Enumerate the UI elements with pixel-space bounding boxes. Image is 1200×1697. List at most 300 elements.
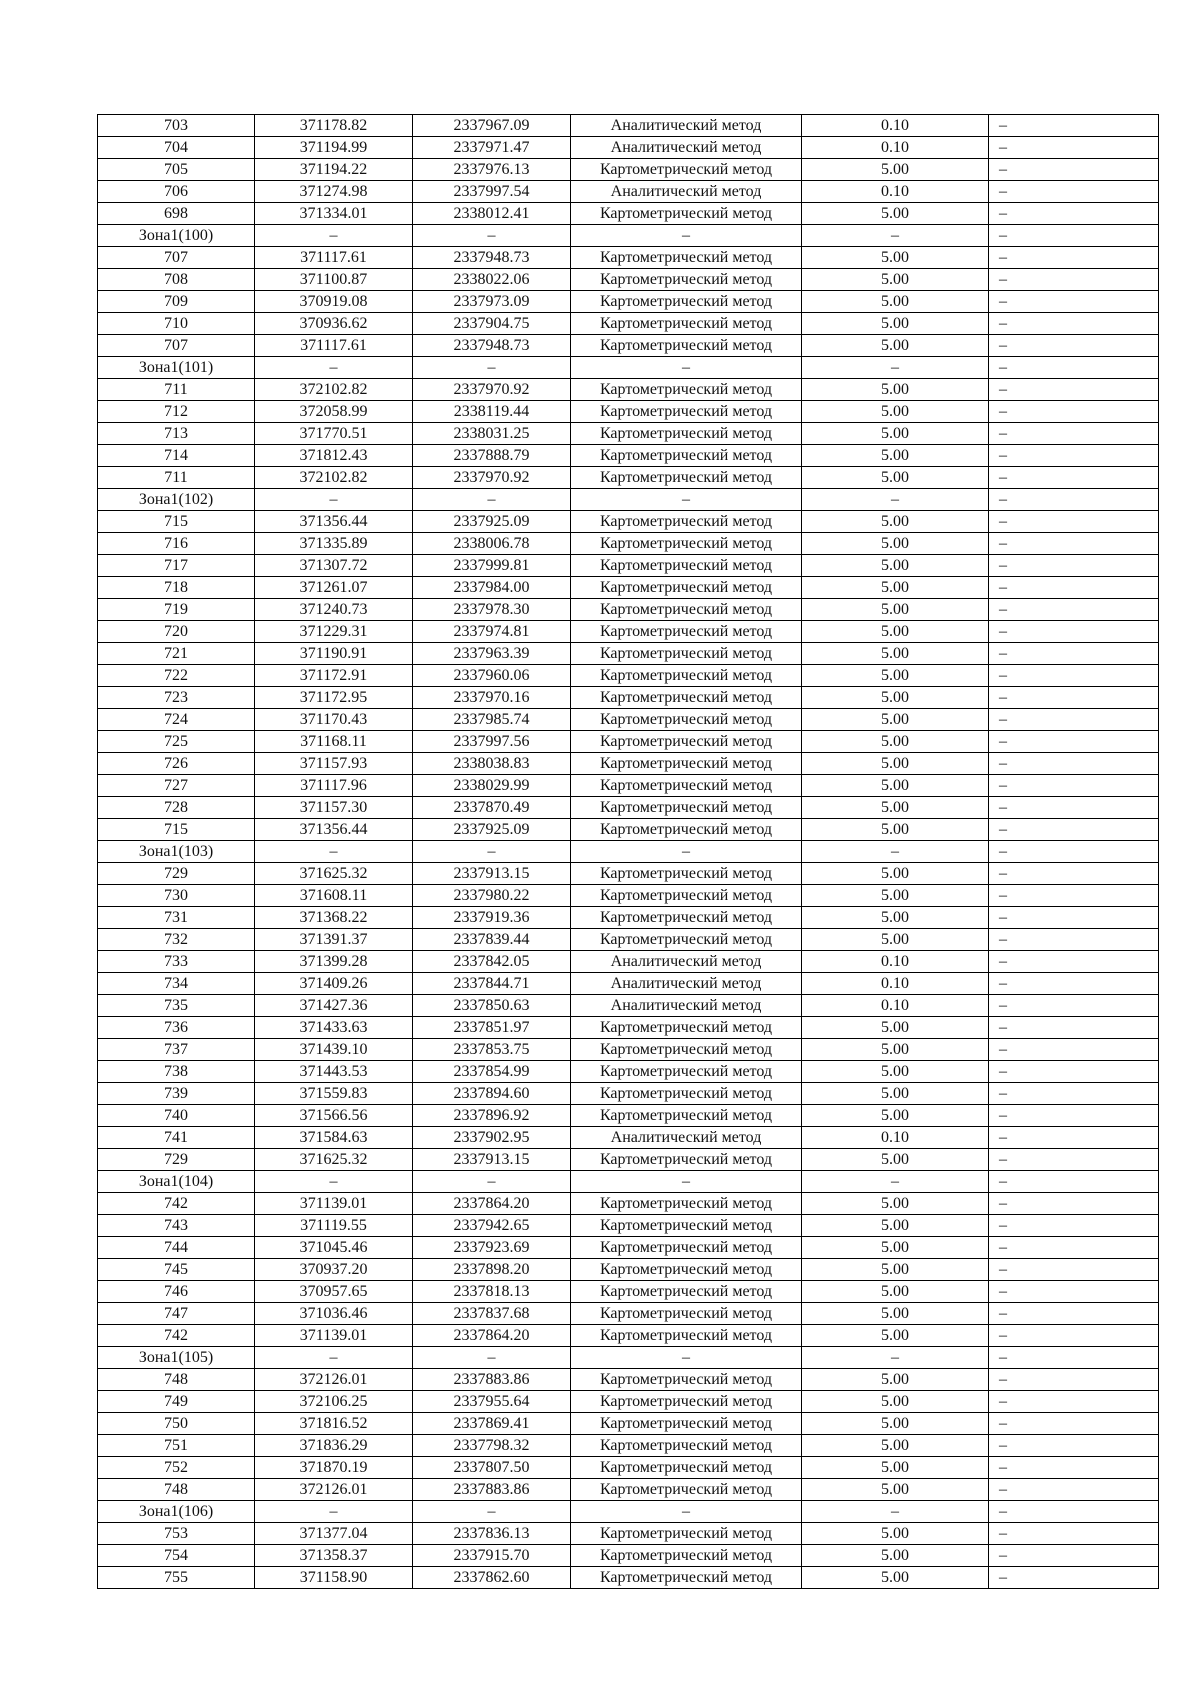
- table-row: [98, 1457, 1159, 1479]
- point-number-cell: 734: [98, 973, 255, 995]
- table-row: [98, 929, 1159, 951]
- method-cell: Картометрический метод: [571, 1523, 802, 1545]
- description-cell: –: [989, 533, 1159, 555]
- y-coordinate-cell: 2337913.15: [413, 1149, 571, 1171]
- x-coordinate-cell: 371036.46: [255, 1303, 413, 1325]
- description-cell: –: [989, 467, 1159, 489]
- x-coordinate-cell: –: [255, 841, 413, 863]
- table-row: [98, 885, 1159, 907]
- method-cell: Картометрический метод: [571, 709, 802, 731]
- point-number-cell: 722: [98, 665, 255, 687]
- table-row: [98, 137, 1159, 159]
- method-cell: Картометрический метод: [571, 1303, 802, 1325]
- x-coordinate-cell: 371119.55: [255, 1215, 413, 1237]
- accuracy-cell: –: [802, 1347, 989, 1369]
- method-cell: –: [571, 1347, 802, 1369]
- accuracy-cell: –: [802, 1501, 989, 1523]
- accuracy-cell: 5.00: [802, 1391, 989, 1413]
- y-coordinate-cell: –: [413, 841, 571, 863]
- description-cell: –: [989, 687, 1159, 709]
- method-cell: Картометрический метод: [571, 1259, 802, 1281]
- method-cell: –: [571, 1171, 802, 1193]
- description-cell: –: [989, 1171, 1159, 1193]
- table-row: [98, 511, 1159, 533]
- point-number-cell: 746: [98, 1281, 255, 1303]
- accuracy-cell: –: [802, 225, 989, 247]
- accuracy-cell: 5.00: [802, 511, 989, 533]
- x-coordinate-cell: 371433.63: [255, 1017, 413, 1039]
- description-cell: –: [989, 1457, 1159, 1479]
- accuracy-cell: 5.00: [802, 467, 989, 489]
- x-coordinate-cell: 371157.93: [255, 753, 413, 775]
- point-number-cell: 733: [98, 951, 255, 973]
- y-coordinate-cell: 2337997.56: [413, 731, 571, 753]
- point-number-cell: Зона1(101): [98, 357, 255, 379]
- x-coordinate-cell: 371307.72: [255, 555, 413, 577]
- y-coordinate-cell: 2337798.32: [413, 1435, 571, 1457]
- y-coordinate-cell: 2337883.86: [413, 1369, 571, 1391]
- y-coordinate-cell: 2337862.60: [413, 1567, 571, 1589]
- description-cell: –: [989, 335, 1159, 357]
- method-cell: Аналитический метод: [571, 973, 802, 995]
- method-cell: –: [571, 841, 802, 863]
- accuracy-cell: 5.00: [802, 1281, 989, 1303]
- point-number-cell: 736: [98, 1017, 255, 1039]
- description-cell: –: [989, 1369, 1159, 1391]
- description-cell: –: [989, 1545, 1159, 1567]
- method-cell: Картометрический метод: [571, 1435, 802, 1457]
- table-row: [98, 1567, 1159, 1589]
- y-coordinate-cell: 2338012.41: [413, 203, 571, 225]
- x-coordinate-cell: 371139.01: [255, 1193, 413, 1215]
- description-cell: –: [989, 797, 1159, 819]
- description-cell: –: [989, 1017, 1159, 1039]
- accuracy-cell: 5.00: [802, 1105, 989, 1127]
- description-cell: –: [989, 1281, 1159, 1303]
- y-coordinate-cell: 2337970.92: [413, 467, 571, 489]
- table-row: [98, 1369, 1159, 1391]
- point-number-cell: Зона1(105): [98, 1347, 255, 1369]
- method-cell: Картометрический метод: [571, 1083, 802, 1105]
- zone-header-row: [98, 357, 1159, 379]
- table-row: [98, 423, 1159, 445]
- x-coordinate-cell: 371139.01: [255, 1325, 413, 1347]
- table-row: [98, 1017, 1159, 1039]
- accuracy-cell: 5.00: [802, 335, 989, 357]
- method-cell: –: [571, 225, 802, 247]
- description-cell: –: [989, 995, 1159, 1017]
- table-row: [98, 1281, 1159, 1303]
- description-cell: –: [989, 181, 1159, 203]
- description-cell: –: [989, 1391, 1159, 1413]
- point-number-cell: 724: [98, 709, 255, 731]
- accuracy-cell: 5.00: [802, 1215, 989, 1237]
- description-cell: –: [989, 357, 1159, 379]
- table-row: [98, 467, 1159, 489]
- accuracy-cell: 5.00: [802, 1567, 989, 1589]
- x-coordinate-cell: 371816.52: [255, 1413, 413, 1435]
- y-coordinate-cell: 2337888.79: [413, 445, 571, 467]
- point-number-cell: 751: [98, 1435, 255, 1457]
- y-coordinate-cell: –: [413, 1501, 571, 1523]
- description-cell: –: [989, 1127, 1159, 1149]
- accuracy-cell: 5.00: [802, 577, 989, 599]
- x-coordinate-cell: 370937.20: [255, 1259, 413, 1281]
- description-cell: –: [989, 665, 1159, 687]
- x-coordinate-cell: 371356.44: [255, 819, 413, 841]
- point-number-cell: 703: [98, 115, 255, 137]
- x-coordinate-cell: 370936.62: [255, 313, 413, 335]
- y-coordinate-cell: 2337864.20: [413, 1325, 571, 1347]
- y-coordinate-cell: 2337985.74: [413, 709, 571, 731]
- table-row: [98, 1193, 1159, 1215]
- y-coordinate-cell: 2337974.81: [413, 621, 571, 643]
- description-cell: –: [989, 137, 1159, 159]
- description-cell: –: [989, 1193, 1159, 1215]
- y-coordinate-cell: 2337844.71: [413, 973, 571, 995]
- y-coordinate-cell: 2337976.13: [413, 159, 571, 181]
- method-cell: Картометрический метод: [571, 599, 802, 621]
- point-number-cell: 748: [98, 1479, 255, 1501]
- x-coordinate-cell: 372102.82: [255, 379, 413, 401]
- description-cell: –: [989, 709, 1159, 731]
- y-coordinate-cell: 2338038.83: [413, 753, 571, 775]
- point-number-cell: 732: [98, 929, 255, 951]
- description-cell: –: [989, 1501, 1159, 1523]
- accuracy-cell: 5.00: [802, 1369, 989, 1391]
- y-coordinate-cell: 2337963.39: [413, 643, 571, 665]
- description-cell: –: [989, 973, 1159, 995]
- table-row: [98, 1325, 1159, 1347]
- method-cell: Картометрический метод: [571, 1017, 802, 1039]
- point-number-cell: 708: [98, 269, 255, 291]
- table-row: [98, 687, 1159, 709]
- accuracy-cell: 5.00: [802, 1083, 989, 1105]
- description-cell: –: [989, 1435, 1159, 1457]
- description-cell: –: [989, 225, 1159, 247]
- y-coordinate-cell: 2338022.06: [413, 269, 571, 291]
- y-coordinate-cell: 2337997.54: [413, 181, 571, 203]
- point-number-cell: 698: [98, 203, 255, 225]
- accuracy-cell: 5.00: [802, 687, 989, 709]
- y-coordinate-cell: 2337869.41: [413, 1413, 571, 1435]
- accuracy-cell: 5.00: [802, 1259, 989, 1281]
- point-number-cell: Зона1(100): [98, 225, 255, 247]
- method-cell: Картометрический метод: [571, 643, 802, 665]
- accuracy-cell: 5.00: [802, 731, 989, 753]
- method-cell: Картометрический метод: [571, 159, 802, 181]
- point-number-cell: 720: [98, 621, 255, 643]
- description-cell: –: [989, 1347, 1159, 1369]
- accuracy-cell: –: [802, 357, 989, 379]
- method-cell: Картометрический метод: [571, 1369, 802, 1391]
- accuracy-cell: 5.00: [802, 907, 989, 929]
- point-number-cell: 707: [98, 247, 255, 269]
- x-coordinate-cell: 371409.26: [255, 973, 413, 995]
- table-row: [98, 1083, 1159, 1105]
- table-row: [98, 181, 1159, 203]
- point-number-cell: 723: [98, 687, 255, 709]
- table-row: [98, 1303, 1159, 1325]
- table-row: [98, 709, 1159, 731]
- table-row: [98, 1105, 1159, 1127]
- method-cell: –: [571, 1501, 802, 1523]
- accuracy-cell: 5.00: [802, 1545, 989, 1567]
- method-cell: Картометрический метод: [571, 1215, 802, 1237]
- x-coordinate-cell: 371194.99: [255, 137, 413, 159]
- description-cell: –: [989, 115, 1159, 137]
- description-cell: –: [989, 1325, 1159, 1347]
- method-cell: Картометрический метод: [571, 1567, 802, 1589]
- description-cell: –: [989, 1523, 1159, 1545]
- accuracy-cell: 5.00: [802, 379, 989, 401]
- y-coordinate-cell: –: [413, 1171, 571, 1193]
- x-coordinate-cell: –: [255, 225, 413, 247]
- method-cell: –: [571, 489, 802, 511]
- method-cell: Картометрический метод: [571, 269, 802, 291]
- method-cell: Картометрический метод: [571, 379, 802, 401]
- x-coordinate-cell: 370957.65: [255, 1281, 413, 1303]
- y-coordinate-cell: 2337818.13: [413, 1281, 571, 1303]
- document-page: [97, 114, 1158, 1589]
- x-coordinate-cell: 371168.11: [255, 731, 413, 753]
- y-coordinate-cell: 2337971.47: [413, 137, 571, 159]
- point-number-cell: 710: [98, 313, 255, 335]
- method-cell: Аналитический метод: [571, 137, 802, 159]
- description-cell: –: [989, 643, 1159, 665]
- table-row: [98, 775, 1159, 797]
- point-number-cell: 728: [98, 797, 255, 819]
- description-cell: –: [989, 1567, 1159, 1589]
- method-cell: Картометрический метод: [571, 753, 802, 775]
- point-number-cell: 709: [98, 291, 255, 313]
- description-cell: –: [989, 423, 1159, 445]
- accuracy-cell: –: [802, 841, 989, 863]
- y-coordinate-cell: 2337948.73: [413, 335, 571, 357]
- accuracy-cell: 5.00: [802, 313, 989, 335]
- description-cell: –: [989, 863, 1159, 885]
- y-coordinate-cell: 2337984.00: [413, 577, 571, 599]
- method-cell: Картометрический метод: [571, 819, 802, 841]
- description-cell: –: [989, 885, 1159, 907]
- x-coordinate-cell: 371274.98: [255, 181, 413, 203]
- description-cell: –: [989, 951, 1159, 973]
- x-coordinate-cell: 371358.37: [255, 1545, 413, 1567]
- point-number-cell: 755: [98, 1567, 255, 1589]
- accuracy-cell: 5.00: [802, 929, 989, 951]
- method-cell: Картометрический метод: [571, 1149, 802, 1171]
- description-cell: –: [989, 907, 1159, 929]
- method-cell: Картометрический метод: [571, 687, 802, 709]
- accuracy-cell: –: [802, 489, 989, 511]
- point-number-cell: 719: [98, 599, 255, 621]
- accuracy-cell: 0.10: [802, 973, 989, 995]
- point-number-cell: 718: [98, 577, 255, 599]
- table-row: [98, 555, 1159, 577]
- x-coordinate-cell: 371870.19: [255, 1457, 413, 1479]
- method-cell: Картометрический метод: [571, 1479, 802, 1501]
- table-row: [98, 1061, 1159, 1083]
- point-number-cell: 712: [98, 401, 255, 423]
- accuracy-cell: 0.10: [802, 995, 989, 1017]
- table-row: [98, 1479, 1159, 1501]
- accuracy-cell: 5.00: [802, 1325, 989, 1347]
- description-cell: –: [989, 1259, 1159, 1281]
- y-coordinate-cell: 2337898.20: [413, 1259, 571, 1281]
- x-coordinate-cell: 371240.73: [255, 599, 413, 621]
- accuracy-cell: 5.00: [802, 1523, 989, 1545]
- table-row: [98, 1259, 1159, 1281]
- x-coordinate-cell: –: [255, 1171, 413, 1193]
- point-number-cell: 717: [98, 555, 255, 577]
- accuracy-cell: 5.00: [802, 1017, 989, 1039]
- y-coordinate-cell: 2338031.25: [413, 423, 571, 445]
- accuracy-cell: 5.00: [802, 159, 989, 181]
- point-number-cell: 741: [98, 1127, 255, 1149]
- point-number-cell: 745: [98, 1259, 255, 1281]
- x-coordinate-cell: 371625.32: [255, 1149, 413, 1171]
- table-row: [98, 269, 1159, 291]
- x-coordinate-cell: 371172.95: [255, 687, 413, 709]
- x-coordinate-cell: 371170.43: [255, 709, 413, 731]
- y-coordinate-cell: 2337854.99: [413, 1061, 571, 1083]
- table-row: [98, 1391, 1159, 1413]
- x-coordinate-cell: 371439.10: [255, 1039, 413, 1061]
- accuracy-cell: 5.00: [802, 1303, 989, 1325]
- y-coordinate-cell: –: [413, 489, 571, 511]
- description-cell: –: [989, 291, 1159, 313]
- table-row: [98, 1523, 1159, 1545]
- y-coordinate-cell: 2337915.70: [413, 1545, 571, 1567]
- zone-header-row: [98, 489, 1159, 511]
- x-coordinate-cell: 371190.91: [255, 643, 413, 665]
- y-coordinate-cell: 2337923.69: [413, 1237, 571, 1259]
- y-coordinate-cell: 2338006.78: [413, 533, 571, 555]
- y-coordinate-cell: –: [413, 225, 571, 247]
- table-row: [98, 577, 1159, 599]
- y-coordinate-cell: 2337942.65: [413, 1215, 571, 1237]
- x-coordinate-cell: 371172.91: [255, 665, 413, 687]
- description-cell: –: [989, 1237, 1159, 1259]
- point-number-cell: 742: [98, 1193, 255, 1215]
- accuracy-cell: 5.00: [802, 1061, 989, 1083]
- point-number-cell: 744: [98, 1237, 255, 1259]
- point-number-cell: 753: [98, 1523, 255, 1545]
- y-coordinate-cell: 2337837.68: [413, 1303, 571, 1325]
- method-cell: Картометрический метод: [571, 1325, 802, 1347]
- zone-header-row: [98, 841, 1159, 863]
- description-cell: –: [989, 1061, 1159, 1083]
- point-number-cell: 730: [98, 885, 255, 907]
- y-coordinate-cell: 2337836.13: [413, 1523, 571, 1545]
- accuracy-cell: 5.00: [802, 445, 989, 467]
- accuracy-cell: 5.00: [802, 599, 989, 621]
- zone-header-row: [98, 1347, 1159, 1369]
- accuracy-cell: 5.00: [802, 291, 989, 313]
- point-number-cell: 742: [98, 1325, 255, 1347]
- accuracy-cell: 0.10: [802, 1127, 989, 1149]
- method-cell: Картометрический метод: [571, 423, 802, 445]
- table-row: [98, 335, 1159, 357]
- x-coordinate-cell: 371178.82: [255, 115, 413, 137]
- table-row: [98, 643, 1159, 665]
- point-number-cell: 738: [98, 1061, 255, 1083]
- method-cell: Картометрический метод: [571, 1545, 802, 1567]
- y-coordinate-cell: 2337960.06: [413, 665, 571, 687]
- x-coordinate-cell: 371770.51: [255, 423, 413, 445]
- table-row: [98, 159, 1159, 181]
- x-coordinate-cell: 370919.08: [255, 291, 413, 313]
- method-cell: Аналитический метод: [571, 115, 802, 137]
- y-coordinate-cell: 2337970.92: [413, 379, 571, 401]
- point-number-cell: 716: [98, 533, 255, 555]
- x-coordinate-cell: –: [255, 357, 413, 379]
- table-row: [98, 203, 1159, 225]
- point-number-cell: 704: [98, 137, 255, 159]
- point-number-cell: 729: [98, 863, 255, 885]
- x-coordinate-cell: 372106.25: [255, 1391, 413, 1413]
- y-coordinate-cell: 2337853.75: [413, 1039, 571, 1061]
- description-cell: –: [989, 1479, 1159, 1501]
- table-row: [98, 1149, 1159, 1171]
- table-row: [98, 863, 1159, 885]
- x-coordinate-cell: 371158.90: [255, 1567, 413, 1589]
- table-row: [98, 115, 1159, 137]
- point-number-cell: 743: [98, 1215, 255, 1237]
- x-coordinate-cell: 371335.89: [255, 533, 413, 555]
- x-coordinate-cell: 371117.61: [255, 335, 413, 357]
- description-cell: –: [989, 577, 1159, 599]
- x-coordinate-cell: 371812.43: [255, 445, 413, 467]
- description-cell: –: [989, 621, 1159, 643]
- table-row: [98, 1215, 1159, 1237]
- method-cell: Картометрический метод: [571, 885, 802, 907]
- description-cell: –: [989, 159, 1159, 181]
- y-coordinate-cell: 2337980.22: [413, 885, 571, 907]
- method-cell: Картометрический метод: [571, 203, 802, 225]
- description-cell: –: [989, 775, 1159, 797]
- accuracy-cell: 5.00: [802, 1479, 989, 1501]
- table-row: [98, 907, 1159, 929]
- accuracy-cell: 5.00: [802, 1435, 989, 1457]
- point-number-cell: 748: [98, 1369, 255, 1391]
- table-row: [98, 819, 1159, 841]
- x-coordinate-cell: –: [255, 1347, 413, 1369]
- x-coordinate-cell: 371157.30: [255, 797, 413, 819]
- accuracy-cell: 5.00: [802, 555, 989, 577]
- method-cell: Картометрический метод: [571, 1413, 802, 1435]
- y-coordinate-cell: 2337955.64: [413, 1391, 571, 1413]
- x-coordinate-cell: 371356.44: [255, 511, 413, 533]
- x-coordinate-cell: 371625.32: [255, 863, 413, 885]
- table-row: [98, 973, 1159, 995]
- method-cell: Картометрический метод: [571, 247, 802, 269]
- description-cell: –: [989, 445, 1159, 467]
- table-row: [98, 291, 1159, 313]
- description-cell: –: [989, 1105, 1159, 1127]
- x-coordinate-cell: 371261.07: [255, 577, 413, 599]
- table-row: [98, 665, 1159, 687]
- y-coordinate-cell: 2337925.09: [413, 819, 571, 841]
- x-coordinate-cell: 371391.37: [255, 929, 413, 951]
- accuracy-cell: 5.00: [802, 423, 989, 445]
- x-coordinate-cell: 371559.83: [255, 1083, 413, 1105]
- x-coordinate-cell: 371399.28: [255, 951, 413, 973]
- point-number-cell: 750: [98, 1413, 255, 1435]
- x-coordinate-cell: 371368.22: [255, 907, 413, 929]
- table-row: [98, 1237, 1159, 1259]
- method-cell: Картометрический метод: [571, 1105, 802, 1127]
